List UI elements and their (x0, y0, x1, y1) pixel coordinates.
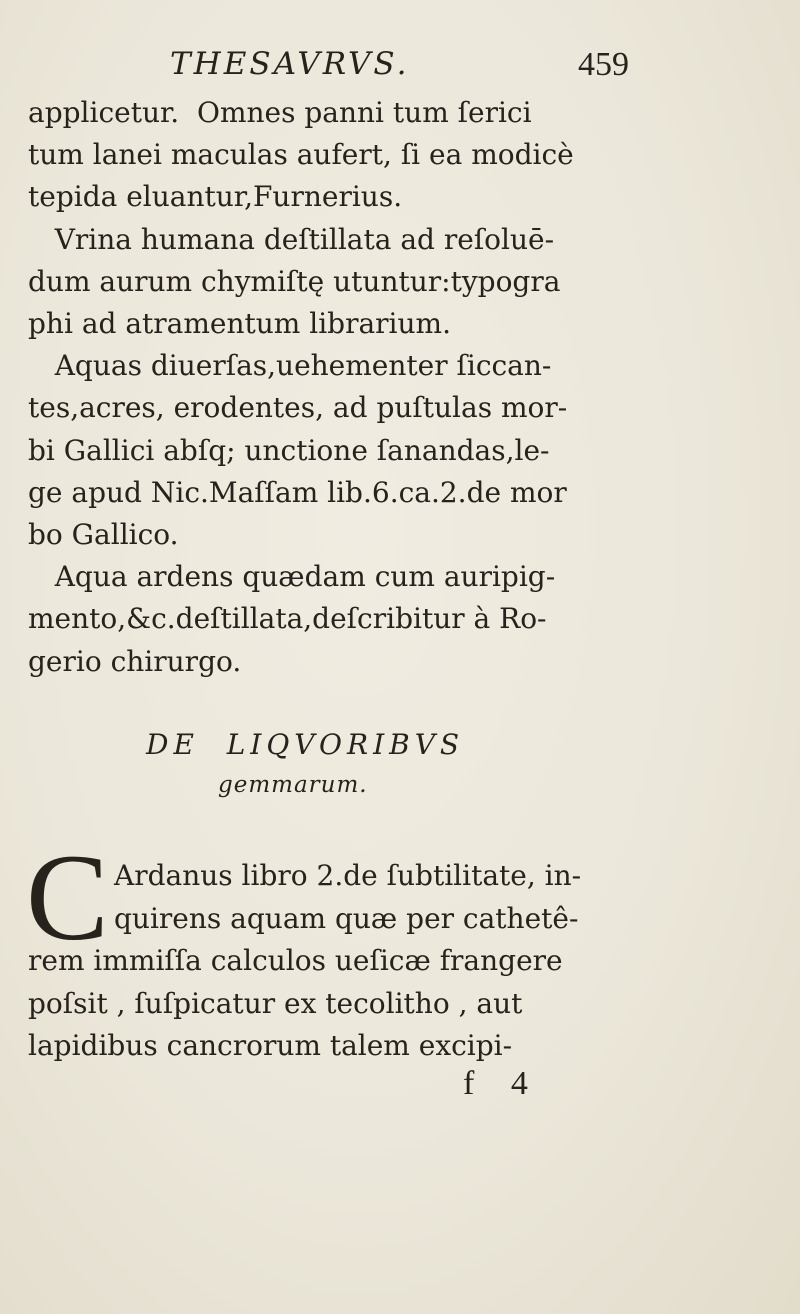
text-line: bo Gallico. (28, 518, 179, 552)
text-line: dum aurum chymiſtę utuntur:typogra (28, 264, 561, 298)
text-line: poſsit , ſuſpicatur ex tecolitho , aut (28, 986, 523, 1020)
text-line: Aqua ardens quædam cum auripig- (28, 560, 556, 594)
signature-mark: f 4 (463, 1065, 542, 1102)
text-line: ge apud Nic.Maſſam lib.6.ca.2.de mor (28, 475, 567, 509)
text-line: Aquas diuerſas,uehementer ſiccan- (28, 349, 552, 383)
section-heading (0, 728, 800, 818)
running-head (0, 46, 800, 86)
text-line: gerio chirurgo. (28, 644, 242, 678)
text-line: tes,acres, erodentes, ad puſtulas mor- (28, 391, 568, 425)
running-title: THESAVRVS. (170, 46, 410, 82)
text-line: phi ad atramentum librarium. (28, 307, 451, 341)
body-text (28, 92, 658, 683)
text-line: mento,&c.deſtillata,deſcribitur à Ro- (28, 602, 547, 636)
text-line: applicetur. Omnes panni tum ſerici (28, 96, 532, 129)
text-line: tum lanei maculas aufert, ſi ea modicè (28, 138, 574, 172)
text-line: rem immiſſa calculos ueſicæ frangere (28, 944, 563, 977)
section-heading-subtitle: gemmarum. (218, 772, 368, 798)
text-line: tepida eluantur,Furnerius. (28, 180, 403, 214)
paragraph-cardanus (28, 855, 668, 1068)
section-heading-title: DE LIQVORIBVS (146, 728, 465, 761)
text-line: lapidibus cancrorum talem excipi- (28, 1029, 513, 1062)
page-number: 459 (578, 46, 629, 83)
text-line: quirens aquam quæ per cathetê- (114, 901, 579, 935)
drop-initial: C (26, 829, 109, 966)
text-line: bi Gallici abſq; unctione ſanandas,le- (28, 433, 550, 467)
text-line: Vrina humana deſtillata ad reſoluē- (28, 222, 555, 256)
text-line: Ardanus libro 2.de ſubtilitate, in- (114, 859, 582, 892)
